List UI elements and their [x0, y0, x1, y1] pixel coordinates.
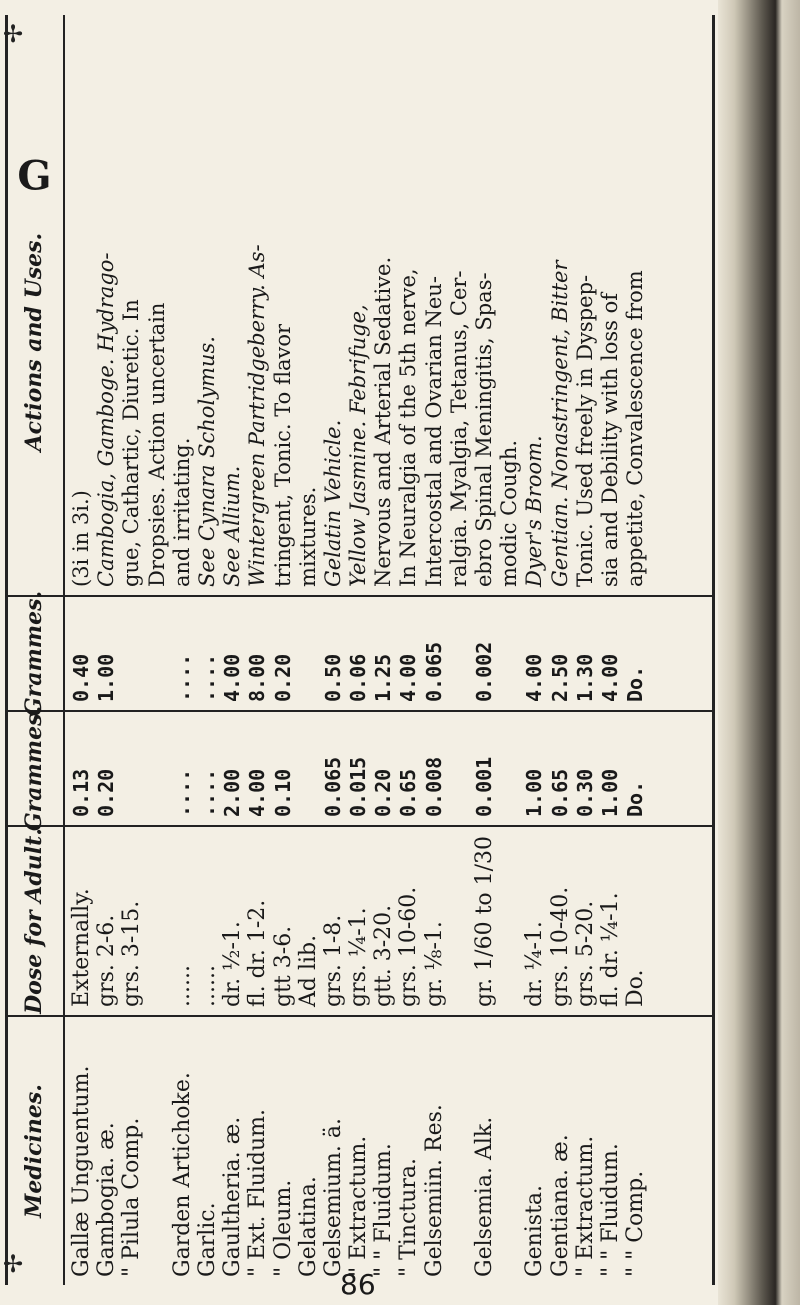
medicine-row: " Oleum. [270, 1179, 296, 1277]
grammes-max-row: 1.30 [572, 653, 597, 702]
dose-row: Do. [623, 969, 649, 1007]
action-row: Wintergreen Partridgeberry. As- [245, 244, 270, 587]
page-number: 86 [340, 1268, 376, 1301]
grammes-max-row: .... [194, 653, 219, 702]
grammes-min-row: 4.00 [245, 768, 270, 817]
grammes-max-row: 4.00 [396, 653, 421, 702]
action-row: ebro Spinal Meningitis, Spas- [472, 272, 496, 587]
action-row: gue, Cathartic, Diuretic. In [119, 299, 144, 587]
medicine-row: Gelatina. [295, 1176, 321, 1277]
medicine-row [497, 1025, 522, 1277]
grammes-min-row [497, 720, 522, 817]
dose-row: grs. 10-40. [547, 886, 573, 1007]
grammes-min-row [145, 720, 170, 817]
grammes-max-row [296, 605, 321, 702]
medicine-row: " Pilula Comp. [119, 1117, 145, 1277]
dose-row: gtt 3-6. [270, 925, 296, 1007]
grammes-max-row [119, 605, 144, 702]
action-row: See Allium. [220, 465, 245, 587]
grammes-min-row: 2.00 [220, 768, 245, 817]
grammes-min-row: .... [169, 768, 194, 817]
action-row: See Cynara Scholymus. [194, 336, 219, 587]
grammes-min-row: 0.10 [270, 768, 295, 817]
action-row: tringent, Tonic. To flavor [270, 323, 295, 587]
grammes-min-row: 1.00 [522, 768, 547, 817]
medicine-row: Genista. [522, 1184, 548, 1277]
grammes-max-row: 8.00 [245, 653, 270, 702]
action-row: modic Cough. [497, 439, 522, 587]
action-row: Gentian. Nonastringent, Bitter [547, 260, 572, 587]
dose-row: grs. 10-60. [396, 886, 422, 1007]
medicine-row: " Tinctura. [396, 1158, 422, 1277]
grammes-max-row [145, 605, 170, 702]
medicine-row: " Ext. Fluidum. [245, 1108, 271, 1277]
medicine-row [447, 1025, 472, 1277]
dose-row: grs. 3-15. [119, 900, 145, 1007]
medicine-row: Gaultheria. æ. [220, 1116, 246, 1277]
action-row: (3i in 3i.) [69, 490, 93, 587]
grammes-min-row: 0.008 [421, 756, 446, 817]
action-row: mixtures. [295, 486, 320, 587]
action-row: Dropsies. Action uncertain [144, 302, 169, 587]
header-actions-label: Actions and Uses. [21, 232, 47, 452]
action-row: Yellow Jasmine. Febrifuge, [346, 304, 371, 587]
dose-column [63, 825, 715, 1015]
dose-row [447, 835, 472, 1007]
medicine-row: Gambogia. æ. [94, 1122, 120, 1277]
grammes-min-row: 0.001 [472, 756, 496, 817]
medicine-row: Gelsemiin. Res. [421, 1104, 447, 1277]
grammes-max-row: Do. [623, 665, 648, 702]
medicines-column [63, 1015, 715, 1285]
grammes-min-row: 0.065 [320, 756, 345, 817]
dose-row [145, 835, 170, 1007]
grammes-max-row: 4.00 [597, 653, 622, 702]
grammes-max-row: 0.50 [320, 653, 345, 702]
grammes-min-row: .... [194, 768, 219, 817]
medicine-row: Garlic. [194, 1202, 220, 1277]
grammes-max-column [63, 595, 715, 710]
header-grammes-min: Grammes. [5, 710, 63, 825]
grammes-min-row: Do. [623, 780, 648, 817]
medicine-row: " " Fluidum. [371, 1143, 397, 1277]
action-row: Cambogia, Gamboge. Hydrago- [94, 252, 119, 587]
actions-column [63, 15, 715, 595]
medicine-row: " Extractum. [346, 1135, 372, 1277]
dose-row: grs. 1-8. [320, 914, 346, 1007]
grammes-max-row: 1.00 [94, 653, 119, 702]
grammes-max-row: 0.065 [421, 641, 446, 702]
dose-row: gr. 1/60 to 1/30 [472, 835, 497, 1007]
grammes-min-row: 0.65 [547, 768, 572, 817]
grammes-max-row [497, 605, 522, 702]
book-binding [718, 0, 800, 1305]
medicine-row: " " Comp. [623, 1170, 649, 1277]
action-row: Intercostal and Ovarian Neu- [421, 276, 446, 587]
header-medicines: Medicines. [5, 1015, 63, 1285]
grammes-min-row: 0.30 [572, 768, 597, 817]
header-actions [5, 15, 63, 595]
grammes-min-row: 0.20 [94, 768, 119, 817]
dose-row: grs. 5-20. [572, 900, 598, 1007]
crosshair-mark-top: ✢ [3, 20, 24, 48]
medicine-row: Gallæ Unguentum. [69, 1065, 94, 1277]
medicine-row: Gentiana. æ. [547, 1134, 573, 1277]
grammes-max-row: 1.25 [371, 653, 396, 702]
dose-row: Ad lib. [295, 934, 321, 1007]
grammes-min-column [63, 710, 715, 825]
dose-row: grs. 2-6. [94, 914, 120, 1007]
grammes-max-row: 0.20 [270, 653, 295, 702]
medicine-row: " " Fluidum. [597, 1143, 623, 1277]
grammes-max-row: 0.40 [69, 653, 93, 702]
dose-row [497, 835, 522, 1007]
action-row: and irritating. [169, 437, 194, 587]
dose-row: gr. ⅛-1. [421, 921, 447, 1007]
grammes-max-row: 4.00 [220, 653, 245, 702]
action-row: Gelatin Vehicle. [320, 419, 345, 587]
grammes-max-row: 0.002 [472, 641, 496, 702]
header-grammes-max: Grammes. [5, 595, 63, 710]
table-body [63, 15, 715, 1285]
action-row: Nervous and Arterial Sedative. [371, 256, 396, 587]
dose-row: fl. dr. 1-2. [245, 899, 271, 1007]
dose-row: Externally. [69, 888, 94, 1007]
medicine-row [145, 1025, 170, 1277]
action-row: ralgia. Myalgia, Tetanus, Cer- [446, 270, 471, 587]
grammes-min-row [296, 720, 321, 817]
dose-row: fl. dr. ¼-1. [597, 892, 623, 1007]
grammes-min-row [447, 720, 472, 817]
grammes-max-row: .... [169, 653, 194, 702]
action-row: Dyer's Broom. [522, 435, 547, 587]
action-row: Tonic. Used freely in Dyspep- [572, 274, 597, 587]
grammes-max-row [447, 605, 472, 702]
grammes-min-row: 0.13 [69, 768, 93, 817]
header-dose: Dose for Adult. [5, 825, 63, 1015]
medicine-row: Garden Artichoke. [169, 1072, 195, 1277]
dose-row: grs. ¼-1. [346, 907, 372, 1007]
rotated-page [5, 15, 715, 1285]
dose-row: gtt. 3-20. [371, 904, 397, 1007]
action-row: appetite, Convalescence from [623, 270, 648, 587]
grammes-min-row: 0.015 [346, 756, 371, 817]
crosshair-mark-bottom: ✢ [3, 1250, 24, 1278]
medicine-row: Gelsemium. ä. [320, 1118, 346, 1277]
grammes-min-row: 1.00 [597, 768, 622, 817]
dose-row: ...... [169, 965, 195, 1007]
grammes-max-row: 4.00 [522, 653, 547, 702]
grammes-max-row: 0.06 [346, 653, 371, 702]
medicine-row: Gelsemia. Alk. [472, 1116, 497, 1277]
grammes-min-row: 0.20 [371, 768, 396, 817]
dose-row: ...... [194, 965, 220, 1007]
grammes-min-row [119, 720, 144, 817]
action-row: sia and Debility with loss of [597, 292, 622, 587]
medicine-row: " Extractum. [572, 1135, 598, 1277]
grammes-min-row: 0.65 [396, 768, 421, 817]
dose-row: dr. ½-1. [220, 921, 246, 1007]
table-header [5, 15, 65, 1285]
action-row: In Neuralgia of the 5th nerve, [396, 268, 421, 587]
section-letter: G [16, 152, 52, 200]
grammes-max-row: 2.50 [547, 653, 572, 702]
dose-row: dr. ¼-1. [522, 921, 548, 1007]
